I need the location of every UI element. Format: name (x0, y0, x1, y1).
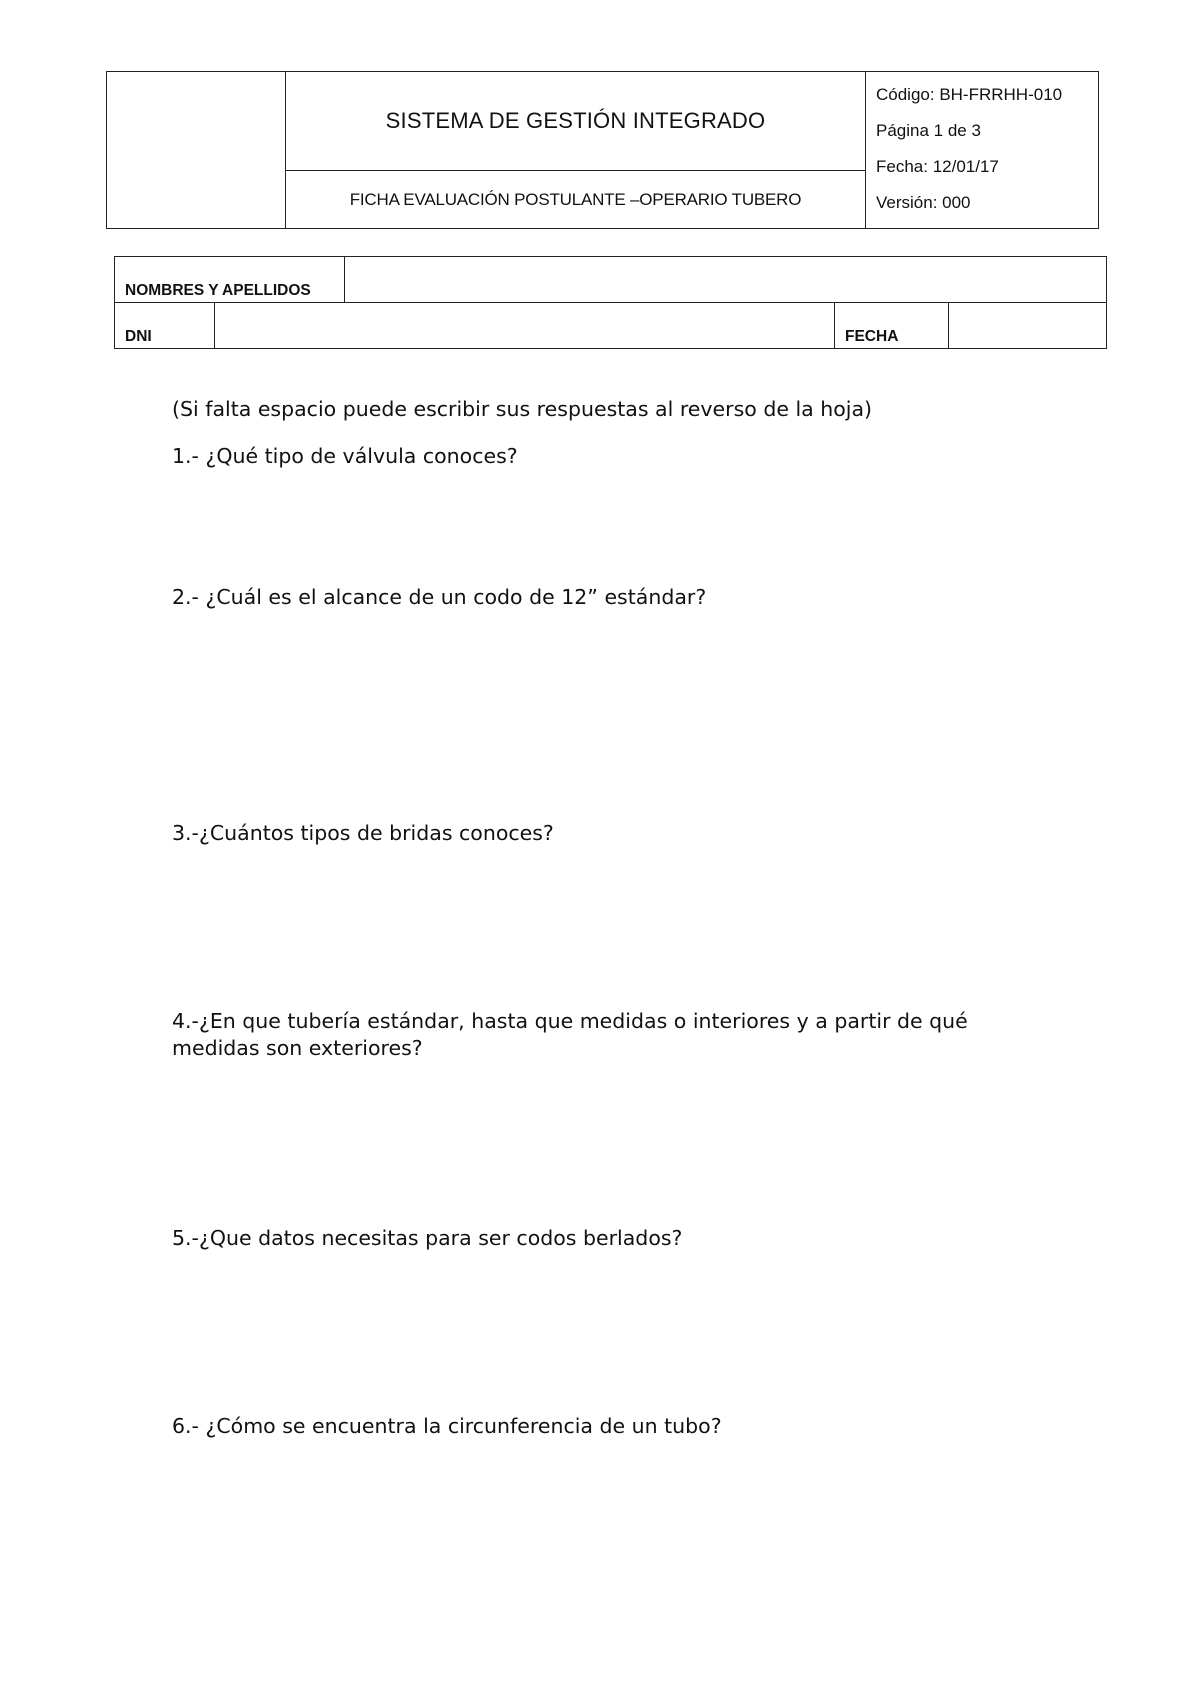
document-version: Versión: 000 (876, 193, 971, 212)
dni-field[interactable] (215, 303, 835, 349)
applicant-info-table (114, 256, 1107, 349)
dni-label: DNI (115, 303, 215, 349)
question-2: 2.- ¿Cuál es el alcance de un codo de 12” estándar? (172, 585, 707, 609)
system-title: SISTEMA DE GESTIÓN INTEGRADO (286, 72, 866, 171)
document-metadata (866, 72, 1099, 229)
question-3: 3.-¿Cuántos tipos de bridas conoces? (172, 821, 554, 845)
document-code: Código: BH-FRRHH-010 (876, 85, 1063, 104)
question-4: 4.-¿En que tubería estándar, hasta que medidas o interiores y a partir de qué medidas son exteriores? (172, 1009, 968, 1060)
form-title: FICHA EVALUACIÓN POSTULANTE –OPERARIO TUBERO (286, 171, 866, 229)
question-1: 1.- ¿Qué tipo de válvula conoces? (172, 444, 518, 468)
question-6: 6.- ¿Cómo se encuentra la circunferencia de un tubo? (172, 1414, 722, 1438)
logo-placeholder (107, 72, 286, 229)
page-number: Página 1 de 3 (876, 121, 981, 140)
date-label: FECHA (835, 303, 949, 349)
document-header (106, 71, 1099, 229)
date-field[interactable] (949, 303, 1107, 349)
instructions: (Si falta espacio puede escribir sus respuestas al reverso de la hoja) (172, 397, 873, 421)
name-label: NOMBRES Y APELLIDOS (115, 257, 345, 303)
document-date: Fecha: 12/01/17 (876, 157, 999, 176)
question-5: 5.-¿Que datos necesitas para ser codos berlados? (172, 1226, 683, 1250)
name-field[interactable] (345, 257, 1107, 303)
